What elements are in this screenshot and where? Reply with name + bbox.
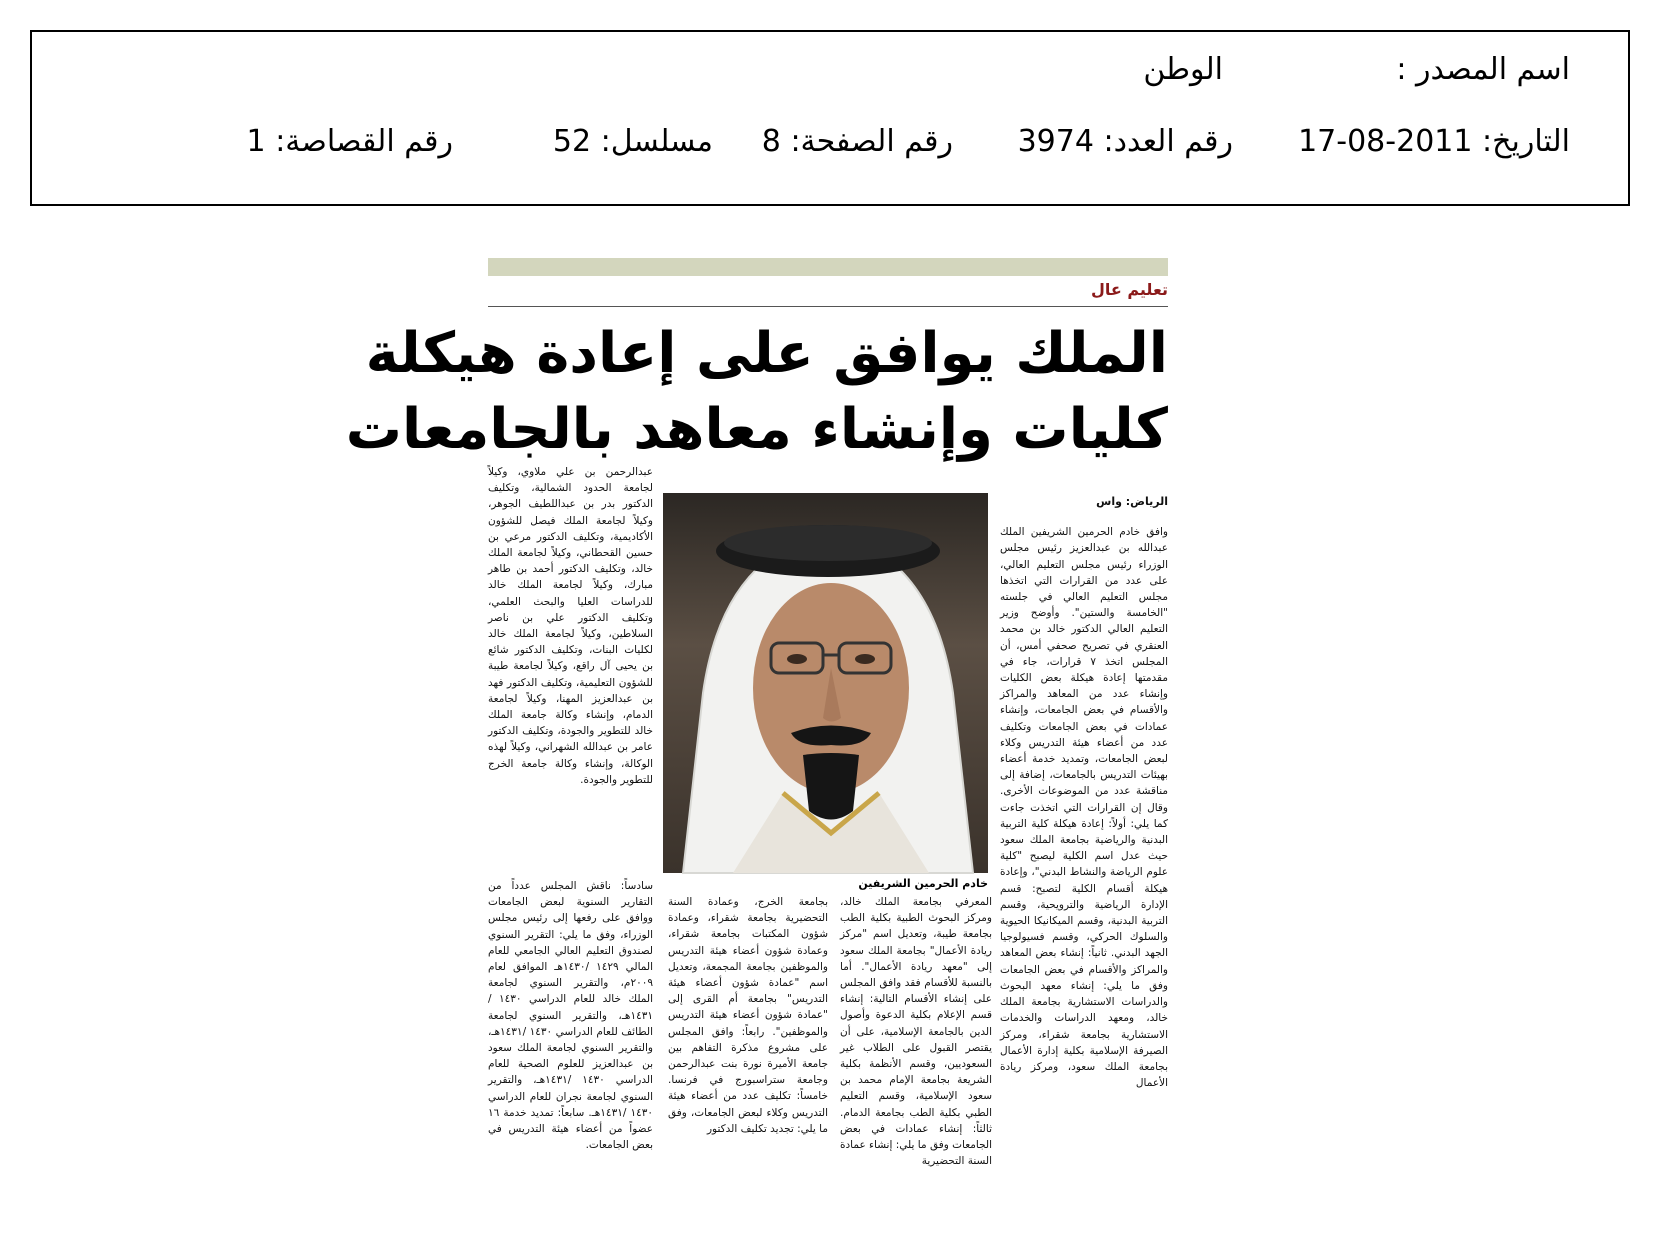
portrait-illustration [663,493,988,873]
date-field [1298,124,1570,159]
date-value: 2011-08-17 [1298,124,1473,159]
source-label: اسم المصدر : [1396,52,1570,87]
section-divider [488,306,1168,307]
section-label: تعليم عال [1090,280,1168,299]
serial-value: 52 [552,124,592,159]
article-column-3 [668,894,828,1214]
issue-field [1018,124,1233,159]
photo-caption: خادم الحرمين الشريفين [858,877,988,890]
page-field [762,124,953,159]
source-value: الوطن [1143,52,1223,87]
column-2-text: المعرفي بجامعة الملك خالد، ومركز البحوث الطبية بكلية الطب بجامعة طيبة، وتعديل اسم "مركز ريادة الأعمال" بجامعة الملك سعود إلى "معهد ريادة الأعمال". أما بالنسبة للأقسام فقد وافق المجلس على إنشاء الأقسام التالية: إنشاء قسم الإعلام بكلية الدعوة وأصول الدين بالجامعة الإسلامية، على أن يقتصر القبول على الطلاب غير السعوديين، وقسم الأنظمة بكلية الشريعة بجامعة الإمام محمد بن سعود الإسلامية، وقسم التعليم الطبي بكلية الطب بجامعة الدمام. ثالثاً: إنشاء عمادات في بعض الجامعات وفق ما يلي: إنشاء عمادة السنة التحضيرية [840,896,992,1168]
article-headline [345,316,1168,468]
clip-label: رقم القصاصة: [275,124,453,159]
date-label: التاريخ: [1482,124,1570,159]
column-3-text: بجامعة الخرج، وعمادة السنة التحضيرية بجامعة شقراء، وعمادة شؤون المكتبات بجامعة شقراء، وعمادة شؤون أعضاء هيئة التدريس والموظفين بجامعة المجمعة، وتعديل اسم "عمادة شؤون أعضاء هيئة التدريس" بجامعة أم القرى إلى "عمادة شؤون أعضاء هيئة التدريس والموظفين". رابعاً: وافق المجلس على مشروع مذكرة التفاهم بين جامعة الأميرة نورة بنت عبدالرحمن وجامعة ستراسبورج في فرنسا. خامساً: تكليف عدد من أعضاء هيئة التدريس وكلاء لبعض الجامعات، وفق ما يلي: تجديد تكليف الدكتور [668,896,828,1135]
column-4-upper-text: عبدالرحمن بن علي ملاوي، وكيلاً لجامعة الحدود الشمالية، وتكليف الدكتور بدر بن عبداللطيف الجوهر، وكيلاً لجامعة الملك فيصل للشؤون الأكاديمية، وتكليف الدكتور مرعي بن حسين القحطاني، وكيلاً لجامعة الملك خالد، وتكليف الدكتور أحمد بن طاهر مبارك، وكيلاً لجامعة الملك خالد للدراسات العليا والبحث العلمي، وتكليف الدكتور علي بن ناصر السلاطين، وكيلاً لجامعة الملك خالد لكليات البنات، وتكليف الدكتور شائع بن يحيى آل راقع، وكيلاً لجامعة طيبة للشؤون التعليمية، وتكليف الدكتور فهد بن عبدالعزيز المهنا، وكيلاً لجامعة الدمام، وإنشاء وكالة جامعة الملك خالد للتطوير والجودة، وتكليف الدكتور عامر بن عبدالله الشهراني، وكيلاً لهذه الوكالة، وإنشاء وكالة جامعة الخرج للتطوير والجودة. [488,466,653,786]
newspaper-clipping [345,258,1168,1218]
column-1-text: وافق خادم الحرمين الشريفين الملك عبدالله بن عبدالعزيز رئيس مجلس الوزراء رئيس مجلس التعليم العالي، على عدد من القرارات التي اتخذها مجلس التعليم العالي في جلسته "الخامسة والستين". وأوضح وزير التعليم العالي الدكتور خالد بن محمد العنقري في تصريح صحفي أمس، أن المجلس اتخذ ٧ قرارات، جاء في مقدمتها إعادة هيكلة بعض الكليات وإنشاء عدد من المعاهد والمراكز والأقسام في بعض الجامعات، وإنشاء عمادات في بعض الجامعات وتكليف عدد من أعضاء هيئة التدريس وكلاء لبعض الجامعات، وتمديد خدمة أعضاء بهيئات التدريس بالجامعات، إضافة إلى مناقشة عدد من الموضوعات الأخرى. وقال إن القرارات التي اتخذت جاءت كما يلي: أولاً: إعادة هيكلة كلية التربية البدنية والرياضية بجامعة الملك سعود حيث عدل اسم الكلية ليصبح "كلية علوم الرياضة والنشاط البدني"، وإعادة هيكلة أقسام الكلية لتصبح: قسم الإدارة الرياضية والترويحية، وقسم التربية البدنية، وقسم الميكانيكا الحيوية والسلوك الحركي، وقسم فسيولوجيا الجهد البدني. ثانياً: إنشاء بعض المعاهد والمراكز والأقسام في بعض الجامعات وفق ما يلي: إنشاء معهد البحوث والدراسات الاستشارية بجامعة الملك خالد، ومعهد الدراسات والخدمات الاستشارية بجامعة شقراء، ومركز الصيرفة الإسلامية بكلية إدارة الأعمال بجامعة الملك سعود، ومركز ريادة الأعمال [1000,526,1168,1090]
clip-field [247,124,453,159]
headline-line-1: الملك يوافق على إعادة هيكلة [365,321,1168,386]
article-column-1 [1000,494,1168,1214]
clip-value: 1 [246,124,266,159]
section-top-bar [488,258,1168,276]
article-column-4-lower [488,878,653,1214]
source-metadata-box [30,30,1630,206]
page-label: رقم الصفحة: [790,124,953,159]
article-column-2 [840,894,992,1214]
issue-label: رقم العدد: [1103,124,1233,159]
column-4-lower-text: سادساً: ناقش المجلس عدداً من التقارير السنوية لبعض الجامعات ووافق على رفعها إلى رئيس مجلس الوزراء، وفق ما يلي: التقرير السنوي لصندوق التعليم العالي الجامعي للعام المالي ١٤٢٩ /١٤٣٠هـ الموافق لعام ٢٠٠٩م، والتقرير السنوي لجامعة الملك خالد للعام الدراسي ١٤٣٠ /١٤٣١هـ، والتقرير السنوي لجامعة الطائف للعام الدراسي ١٤٣٠ /١٤٣١هـ، والتقرير السنوي لجامعة الملك سعود بن عبدالعزيز للعلوم الصحية للعام الدراسي ١٤٣٠ /١٤٣١هـ، والتقرير السنوي لجامعة نجران للعام الدراسي ١٤٣٠ /١٤٣١هـ. سابعاً: تمديد خدمة ١٦ عضواً من أعضاء هيئة التدريس في بعض الجامعات. [488,880,653,1152]
headline-line-2: كليات وإنشاء معاهد بالجامعات [345,397,1168,462]
serial-field [553,124,713,159]
article-column-4-upper [488,464,653,864]
page-value: 8 [761,124,781,159]
serial-label: مسلسل: [600,124,713,159]
issue-value: 3974 [1017,124,1094,159]
king-portrait-photo [663,493,988,873]
article-dateline: الرياض: واس [1096,495,1168,508]
